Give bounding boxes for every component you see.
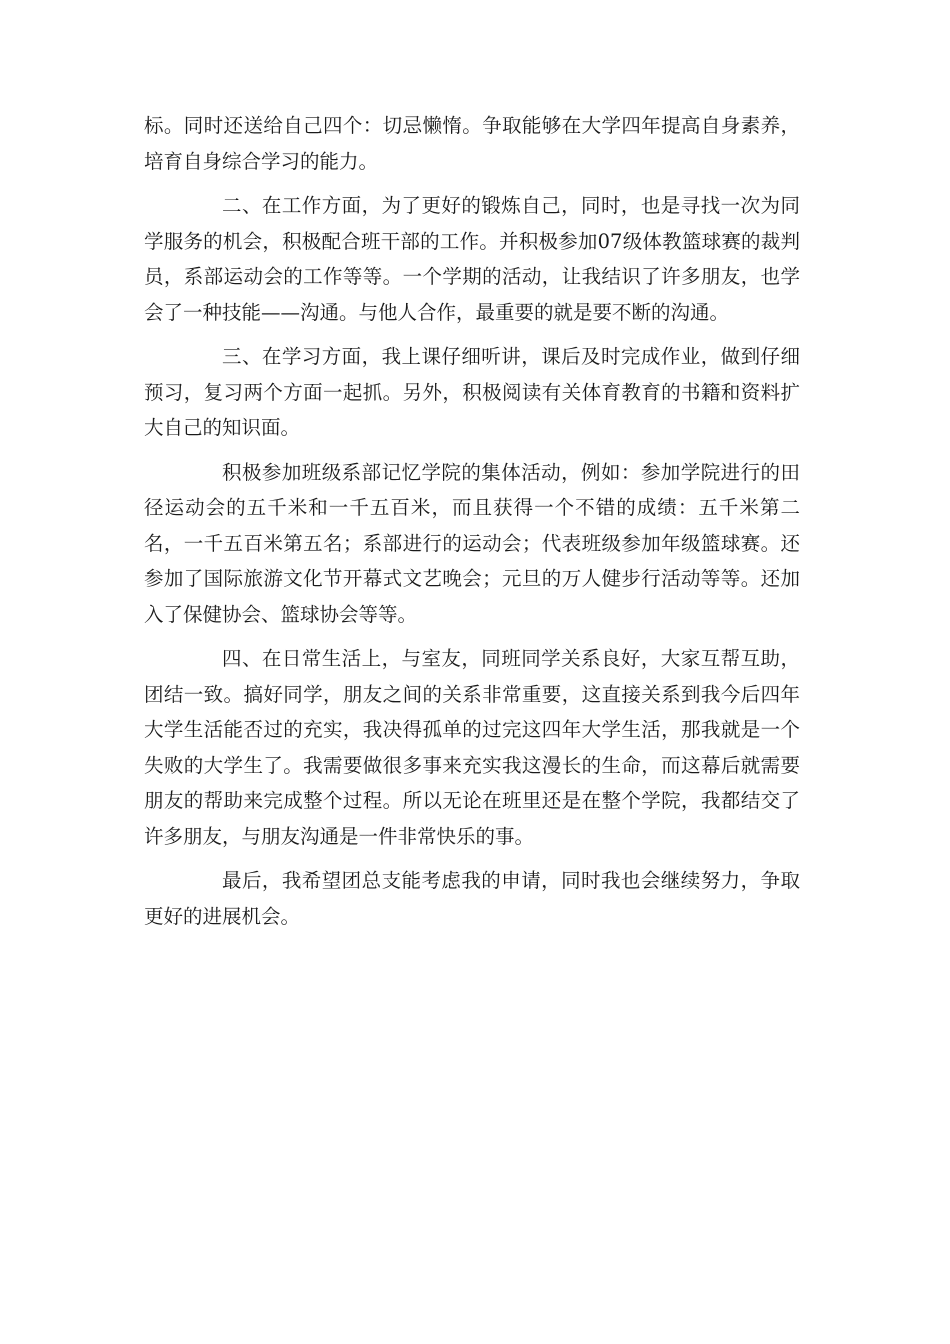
paragraph-continuation: 标。同时还送给自己四个：切忌懒惰。争取能够在大学四年提高自身素养，培育自身综合学习的能力。 bbox=[144, 114, 800, 173]
paragraph-work: 二、在工作方面，为了更好的锻炼自己，同时，也是寻找一次为同学服务的机会，积极配合班干部的工作。并积极参加07级体教篮球赛的裁判员，系部运动会的工作等等。一个学期的活动，让我结识了许多朋友，也学会了一种技能——沟通。与他人合作，最重要的就是要不断的沟通。 bbox=[144, 194, 800, 324]
paragraph-study: 三、在学习方面，我上课仔细听讲，课后及时完成作业，做到仔细预习，复习两个方面一起抓。另外，积极阅读有关体育教育的书籍和资料扩大自己的知识面。 bbox=[144, 345, 800, 439]
document-body bbox=[144, 108, 800, 943]
paragraph-activities: 积极参加班级系部记忆学院的集体活动，例如：参加学院进行的田径运动会的五千米和一千五百米，而且获得一个不错的成绩：五千米第二名，一千五百米第五名；系部进行的运动会；代表班级参加年级篮球赛。还参加了国际旅游文化节开幕式文艺晚会；元旦的万人健步行活动等等。还加入了保健协会、篮球协会等等。 bbox=[144, 460, 800, 626]
paragraph-conclusion: 最后，我希望团总支能考虑我的申请，同时我也会继续努力，争取更好的进展机会。 bbox=[144, 869, 800, 928]
paragraph-daily-life: 四、在日常生活上，与室友，同班同学关系良好，大家互帮互助，团结一致。搞好同学，朋友之间的关系非常重要，这直接关系到我今后四年大学生活能否过的充实，我决得孤单的过完这四年大学生活，那我就是一个失败的大学生了。我需要做很多事来充实我这漫长的生命，而这幕后就需要朋友的帮助来完成整个过程。所以无论在班里还是在整个学院，我都结交了许多朋友，与朋友沟通是一件非常快乐的事。 bbox=[144, 647, 800, 848]
